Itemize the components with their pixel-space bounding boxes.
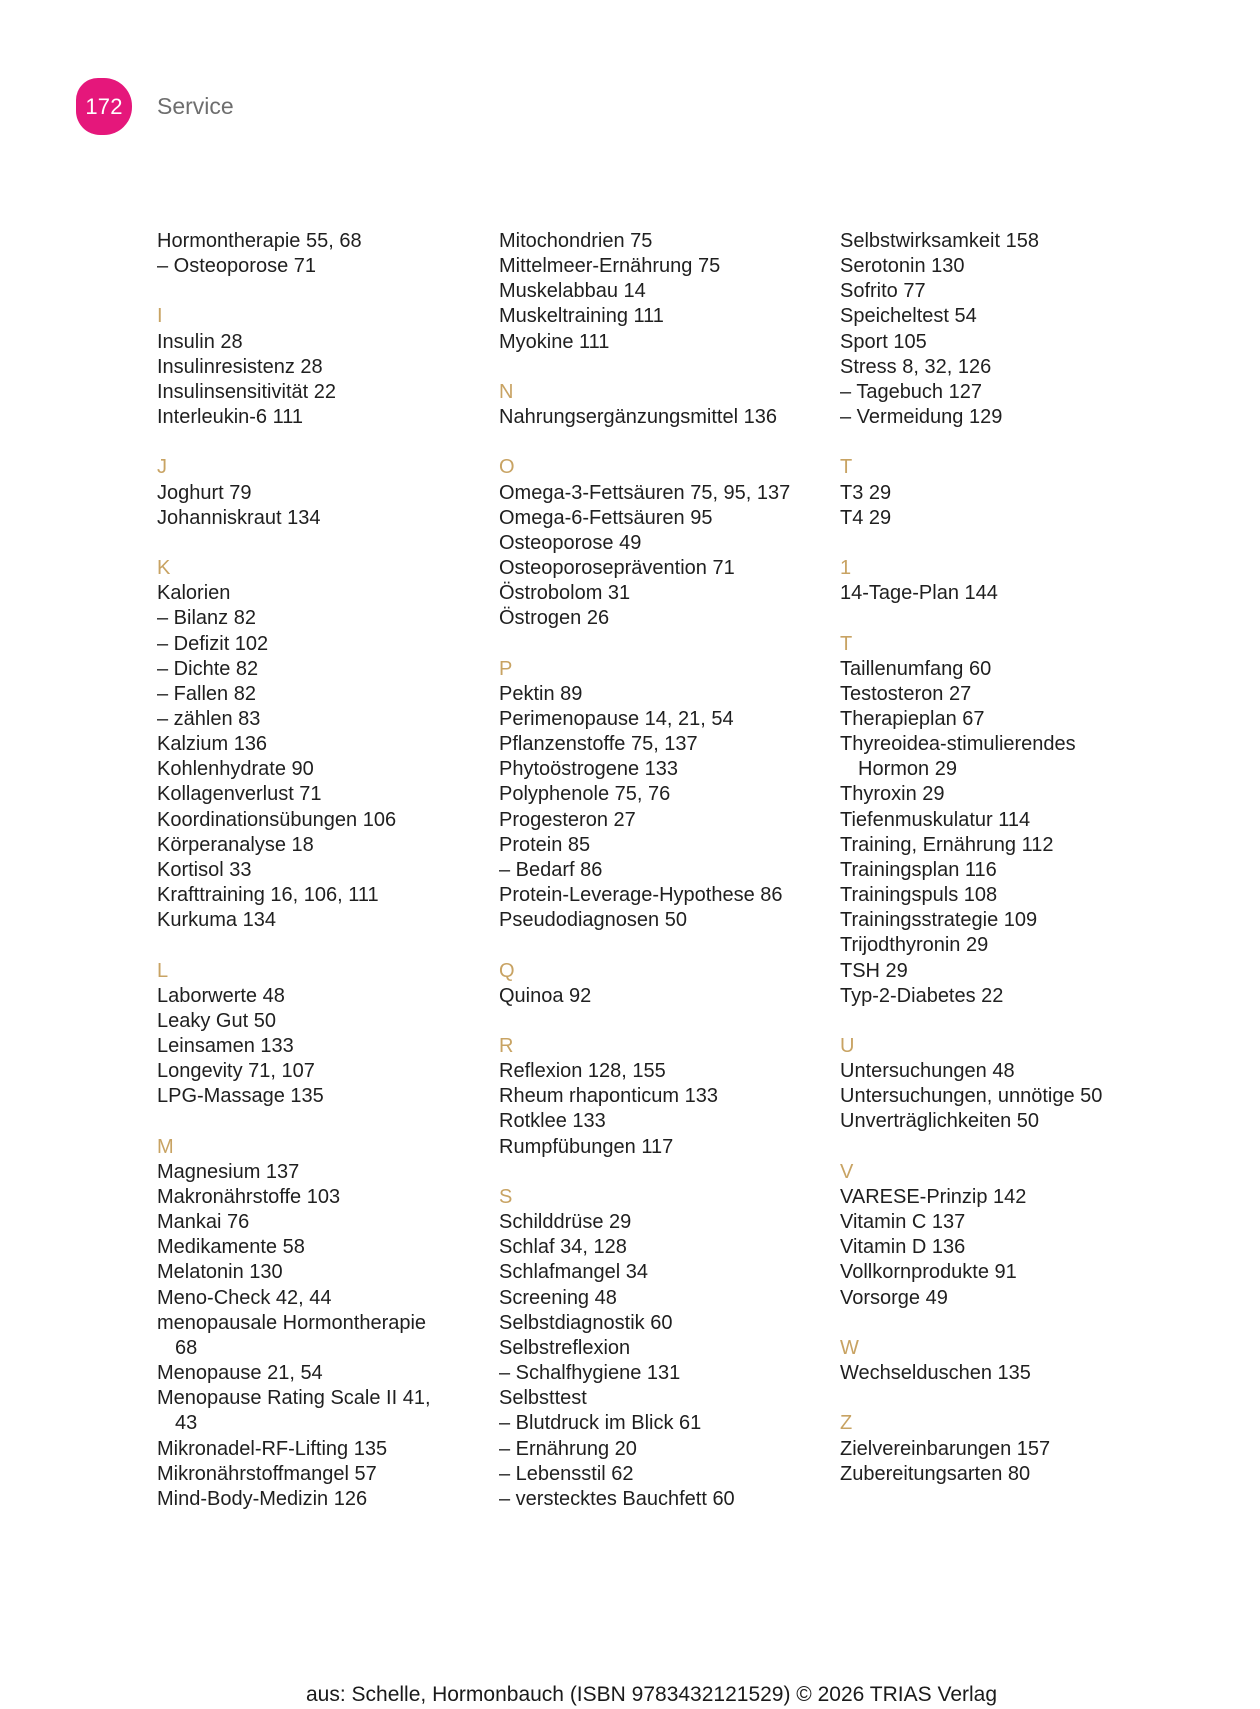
index-entry: menopausale Hormontherapie	[157, 1311, 427, 1334]
index-entry: Trijodthyronin 29	[840, 934, 989, 957]
index-entry: Reflexion 128, 155	[499, 1060, 666, 1083]
index-entry: Pseudodiagnosen 50	[499, 909, 687, 932]
letter-heading: S	[499, 1185, 513, 1208]
index-entry: Omega-6-Fettsäuren 95	[499, 506, 713, 529]
index-entry: Muskeltraining 111	[499, 305, 664, 328]
index-entry: Kortisol 33	[157, 858, 252, 881]
index-subentry: – Lebensstil 62	[499, 1462, 634, 1485]
letter-heading: J	[157, 456, 167, 479]
letter-heading: N	[499, 380, 514, 403]
index-entry: Quinoa 92	[499, 984, 592, 1007]
index-entry: Therapieplan 67	[840, 707, 985, 730]
index-entry: Omega-3-Fettsäuren 75, 95, 137	[499, 481, 791, 504]
index-entry: Tiefenmuskulatur 114	[840, 808, 1031, 831]
index-entry: Leaky Gut 50	[157, 1009, 276, 1032]
index-group	[157, 229, 487, 279]
index-entry: Koordinationsübungen 106	[157, 808, 397, 831]
index-entry: Serotonin 130	[840, 255, 965, 278]
index-entry: Vitamin D 136	[840, 1236, 966, 1259]
page-number-badge	[76, 78, 132, 135]
index-entry: Mikronährstoffmangel 57	[157, 1462, 377, 1485]
index-subentry: – Ernährung 20	[499, 1437, 637, 1460]
index-entry: Stress 8, 32, 126	[840, 355, 992, 378]
index-entry: Mitochondrien 75	[499, 230, 653, 252]
index-group	[157, 556, 487, 933]
index-entry: Kohlenhydrate 90	[157, 758, 314, 781]
index-subentry: – Dichte 82	[157, 657, 259, 680]
index-entry: Laborwerte 48	[157, 984, 285, 1007]
index-entry: Sofrito 77	[840, 280, 926, 303]
index-entry: Nahrungsergänzungsmittel 136	[499, 406, 777, 429]
index-entry: Myokine 111	[499, 330, 610, 353]
index-entry: Thyreoidea-stimulierendes	[840, 733, 1076, 756]
letter-heading: T	[840, 632, 853, 655]
index-entry: Selbstdiagnostik 60	[499, 1311, 673, 1334]
index-entry: Vorsorge 49	[840, 1286, 948, 1309]
index-entry: Zubereitungsarten 80	[840, 1462, 1031, 1485]
index-entry: Unverträglichkeiten 50	[840, 1110, 1039, 1133]
letter-heading: V	[840, 1160, 854, 1183]
index-subentry: – Schalfhygiene 131	[499, 1362, 681, 1385]
index-entry: LPG-Massage 135	[157, 1085, 324, 1108]
index-entry-continuation: 68	[175, 1336, 198, 1359]
index-entry: 14-Tage-Plan 144	[840, 582, 998, 605]
index-entry-continuation: 43	[175, 1412, 198, 1435]
index-entry: Protein-Leverage-Hypothese 86	[499, 884, 783, 907]
index-entry: Phytoöstrogene 133	[499, 758, 679, 781]
index-entry: Körperanalyse 18	[157, 833, 314, 856]
index-entry: Testosteron 27	[840, 682, 972, 705]
index-entry: Mittelmeer-Ernährung 75	[499, 255, 721, 278]
index-entry: Schlafmangel 34	[499, 1261, 648, 1284]
page-number: 172	[85, 93, 123, 119]
index-entry: Meno-Check 42, 44	[157, 1286, 332, 1309]
index-entry: TSH 29	[840, 959, 908, 982]
index-entry: Pektin 89	[499, 682, 583, 705]
index-entry: Vitamin C 137	[840, 1211, 966, 1234]
index-entry: Kurkuma 134	[157, 909, 276, 932]
index-entry: T4 29	[840, 506, 892, 529]
index-entry: Melatonin 130	[157, 1261, 283, 1284]
index-entry: Selbstreflexion	[499, 1336, 631, 1359]
index-group	[840, 1160, 1170, 1311]
index-group	[499, 657, 829, 934]
index-entry: Östrobolom 31	[499, 582, 631, 605]
index-entry: Sport 105	[840, 330, 927, 353]
index-entry: Longevity 71, 107	[157, 1060, 315, 1083]
index-entry: Selbstwirksamkeit 158	[840, 230, 1039, 252]
index-entry: Typ-2-Diabetes 22	[840, 984, 1004, 1007]
index-entry: Wechselduschen 135	[840, 1362, 1031, 1385]
index-entry: Kalzium 136	[157, 733, 268, 756]
index-group	[499, 380, 829, 430]
index-entry: Trainingspuls 108	[840, 884, 998, 907]
index-group	[157, 1135, 487, 1512]
index-group	[840, 1411, 1170, 1486]
index-entry: Interleukin-6 111	[157, 406, 304, 429]
index-entry: Magnesium 137	[157, 1160, 300, 1183]
letter-heading: M	[157, 1135, 174, 1158]
letter-heading: 1	[840, 557, 852, 580]
index-entry: Insulinresistenz 28	[157, 355, 323, 378]
index-entry: Menopause 21, 54	[157, 1362, 323, 1385]
index-entry: Insulinsensitivität 22	[157, 380, 336, 403]
index-group	[499, 1185, 829, 1512]
index-entry: Untersuchungen, unnötige 50	[840, 1085, 1103, 1108]
index-subentry: – zählen 83	[157, 707, 261, 730]
index-entry: Speicheltest 54	[840, 305, 977, 328]
index-group	[499, 959, 829, 1009]
letter-heading: P	[499, 657, 513, 680]
index-column-2	[499, 229, 829, 1512]
index-group	[499, 1034, 829, 1160]
index-subentry: – Bedarf 86	[499, 858, 603, 881]
index-entry: T3 29	[840, 481, 892, 504]
index-entry: Mikronadel-RF-Lifting 135	[157, 1437, 388, 1460]
index-group	[157, 304, 487, 430]
index-entry: Selbsttest	[499, 1387, 587, 1410]
letter-heading: Z	[840, 1412, 853, 1435]
index-column-3	[840, 229, 1170, 1487]
index-column-1	[157, 229, 487, 1512]
letter-heading: K	[157, 557, 171, 580]
index-entry: Makronährstoffe 103	[157, 1185, 341, 1208]
index-entry: Vollkornprodukte 91	[840, 1261, 1017, 1284]
index-subentry: – Defizit 102	[157, 632, 269, 655]
index-group	[499, 455, 829, 631]
index-entry: Krafttraining 16, 106, 111	[157, 884, 379, 907]
source-footer: aus: Schelle, Hormonbauch (ISBN 9783432121529) © 2026 TRIAS Verlag	[306, 1683, 998, 1706]
index-subentry: – Tagebuch 127	[840, 380, 982, 403]
index-entry: Screening 48	[499, 1286, 617, 1309]
index-entry: Polyphenole 75, 76	[499, 783, 671, 806]
index-entry: Schilddrüse 29	[499, 1211, 632, 1234]
index-group	[840, 632, 1170, 1009]
letter-heading: W	[840, 1336, 859, 1359]
index-entry: Osteoporose 49	[499, 531, 642, 554]
index-entry: Trainingsplan 116	[840, 858, 997, 881]
index-subentry: – Blutdruck im Blick 61	[499, 1412, 702, 1435]
letter-heading: L	[157, 959, 169, 982]
index-entry: Johanniskraut 134	[157, 506, 321, 529]
index-entry: Protein 85	[499, 833, 591, 856]
index-group	[157, 959, 487, 1110]
letter-heading: R	[499, 1035, 514, 1057]
section-title: Service	[157, 93, 234, 119]
index-entry: Training, Ernährung 112	[840, 833, 1054, 856]
index-entry: Mind-Body-Medizin 126	[157, 1487, 368, 1510]
index-group	[840, 1034, 1170, 1135]
index-entry: Trainingsstrategie 109	[840, 909, 1038, 932]
index-entry: VARESE-Prinzip 142	[840, 1185, 1027, 1208]
index-subentry: – verstecktes Bauchfett 60	[499, 1487, 735, 1510]
index-entry: Insulin 28	[157, 330, 243, 353]
index-entry: Progesteron 27	[499, 808, 636, 831]
index-entry: Hormontherapie 55, 68	[157, 230, 362, 252]
index-subentry: – Osteoporose 71	[157, 255, 316, 278]
index-entry: Thyroxin 29	[840, 783, 945, 806]
index-entry: Perimenopause 14, 21, 54	[499, 707, 734, 730]
index-group	[840, 1336, 1170, 1386]
letter-heading: I	[157, 305, 163, 328]
index-subentry: – Bilanz 82	[157, 607, 256, 630]
index-entry: Kalorien	[157, 582, 231, 605]
index-entry: Östrogen 26	[499, 607, 610, 630]
index-group	[499, 229, 829, 355]
index-entry: Muskelabbau 14	[499, 280, 646, 303]
letter-heading: U	[840, 1035, 855, 1057]
index-entry: Kollagenverlust 71	[157, 783, 322, 806]
index-entry: Rotklee 133	[499, 1110, 606, 1133]
index-entry: Rumpfübungen 117	[499, 1135, 674, 1158]
index-entry: Zielvereinbarungen 157	[840, 1437, 1051, 1460]
index-entry: Pflanzenstoffe 75, 137	[499, 733, 698, 756]
index-group	[840, 229, 1170, 430]
index-group	[157, 455, 487, 530]
index-entry: Rheum rhaponticum 133	[499, 1085, 719, 1108]
letter-heading: Q	[499, 959, 515, 982]
index-subentry: – Vermeidung 129	[840, 406, 1003, 429]
index-subentry: – Fallen 82	[157, 682, 256, 705]
index-entry: Untersuchungen 48	[840, 1060, 1015, 1083]
index-entry: Taillenumfang 60	[840, 657, 992, 680]
index-entry: Medikamente 58	[157, 1236, 305, 1259]
index-entry: Schlaf 34, 128	[499, 1236, 627, 1259]
index-entry: Joghurt 79	[157, 481, 252, 504]
index-entry: Leinsamen 133	[157, 1035, 294, 1057]
index-entry: Mankai 76	[157, 1211, 250, 1234]
index-group	[840, 455, 1170, 530]
index-entry: Osteoporoseprävention 71	[499, 557, 735, 580]
letter-heading: O	[499, 456, 515, 479]
index-group	[840, 556, 1170, 606]
letter-heading: T	[840, 456, 853, 479]
index-entry-continuation: Hormon 29	[858, 758, 957, 781]
index-entry: Menopause Rating Scale II 41,	[157, 1387, 431, 1410]
